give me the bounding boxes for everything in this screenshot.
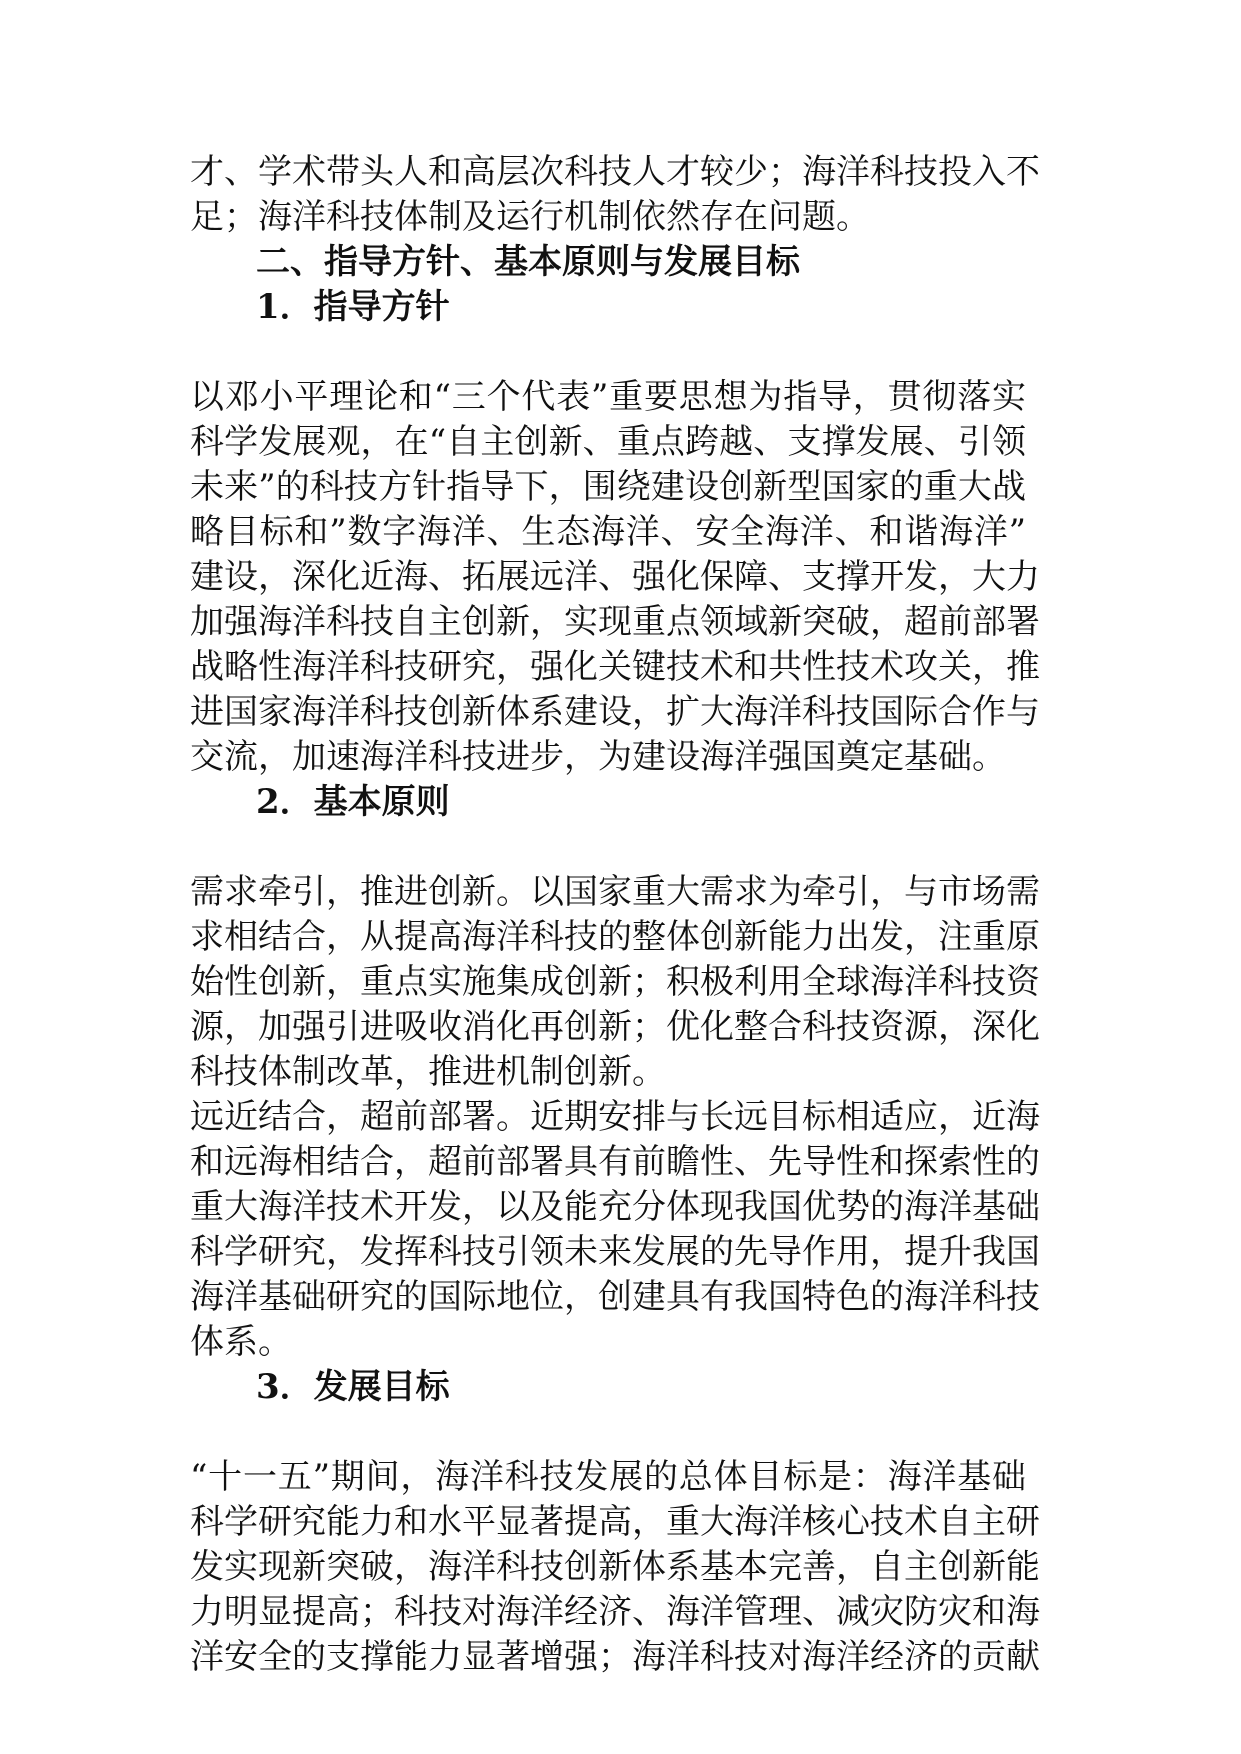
text-line: 和远海相结合，超前部署具有前瞻性、先导性和探索性的: [190, 1142, 1040, 1182]
text-line: 需求牵引，推进创新。以国家重大需求为牵引，与市场需: [190, 872, 1040, 912]
text-line: “十一五”期间，海洋科技发展的总体目标是：海洋基础: [190, 1457, 1026, 1497]
spacer: [190, 330, 1026, 375]
text-line: 足；海洋科技体制及运行机制依然存在问题。: [190, 197, 870, 237]
text-line: 加强海洋科技自主创新，实现重点领域新突破，超前部署: [190, 602, 1040, 642]
text-line: 战略性海洋科技研究，强化关键技术和共性技术攻关，推: [190, 647, 1040, 687]
text-line: 源，加强引进吸收消化再创新；优化整合科技资源，深化: [190, 1007, 1040, 1047]
text-line: 科技体制改革，推进机制创新。: [190, 1052, 666, 1092]
text-line: 科学发展观，在“自主创新、重点跨越、支撑发展、引领: [190, 422, 1026, 462]
subsection-heading-basic-principles: 2．基本原则: [256, 782, 450, 822]
intro-paragraph: [190, 150, 1040, 240]
paragraph-demand-driven: [190, 870, 1040, 1095]
text-line: 略目标和”数字海洋、生态海洋、安全海洋、和谐海洋”: [190, 512, 1026, 552]
paragraph-development-goals: [190, 1455, 1040, 1680]
text-line: 科学研究能力和水平显著提高，重大海洋核心技术自主研: [190, 1502, 1040, 1542]
document-page: [190, 150, 1040, 1680]
text-line: 建设，深化近海、拓展远洋、强化保障、支撑开发，大力: [190, 557, 1040, 597]
text-line: 交流，加速海洋科技进步，为建设海洋强国奠定基础。: [190, 737, 1006, 777]
text-line: 洋安全的支撑能力显著增强；海洋科技对海洋经济的贡献: [190, 1637, 1040, 1677]
paragraph-guiding-policy: [190, 375, 1040, 780]
text-line: 科学研究，发挥科技引领未来发展的先导作用，提升我国: [190, 1232, 1040, 1272]
text-line: 以邓小平理论和“三个代表”重要思想为指导，贯彻落实: [190, 377, 1026, 417]
section-heading: 二、指导方针、基本原则与发展目标: [256, 242, 800, 282]
subsection-heading-guiding-policy: 1．指导方针: [256, 287, 450, 327]
text-line: 未来”的科技方针指导下，围绕建设创新型国家的重大战: [190, 467, 1026, 507]
text-line: 体系。: [190, 1322, 292, 1362]
text-line: 重大海洋技术开发，以及能充分体现我国优势的海洋基础: [190, 1187, 1040, 1227]
paragraph-long-short-term: [190, 1095, 1040, 1365]
text-line: 才、学术带头人和高层次科技人才较少；海洋科技投入不: [190, 152, 1040, 192]
text-line: 远近结合，超前部署。近期安排与长远目标相适应，近海: [190, 1097, 1040, 1137]
text-line: 进国家海洋科技创新体系建设，扩大海洋科技国际合作与: [190, 692, 1040, 732]
text-line: 始性创新，重点实施集成创新；积极利用全球海洋科技资: [190, 962, 1040, 1002]
text-line: 海洋基础研究的国际地位，创建具有我国特色的海洋科技: [190, 1277, 1040, 1317]
spacer: [190, 1410, 1026, 1455]
text-line: 发实现新突破，海洋科技创新体系基本完善，自主创新能: [190, 1547, 1040, 1587]
text-line: 求相结合，从提高海洋科技的整体创新能力出发，注重原: [190, 917, 1040, 957]
subsection-heading-development-goals: 3．发展目标: [256, 1367, 450, 1407]
spacer: [190, 825, 1026, 870]
text-line: 力明显提高；科技对海洋经济、海洋管理、减灾防灾和海: [190, 1592, 1040, 1632]
